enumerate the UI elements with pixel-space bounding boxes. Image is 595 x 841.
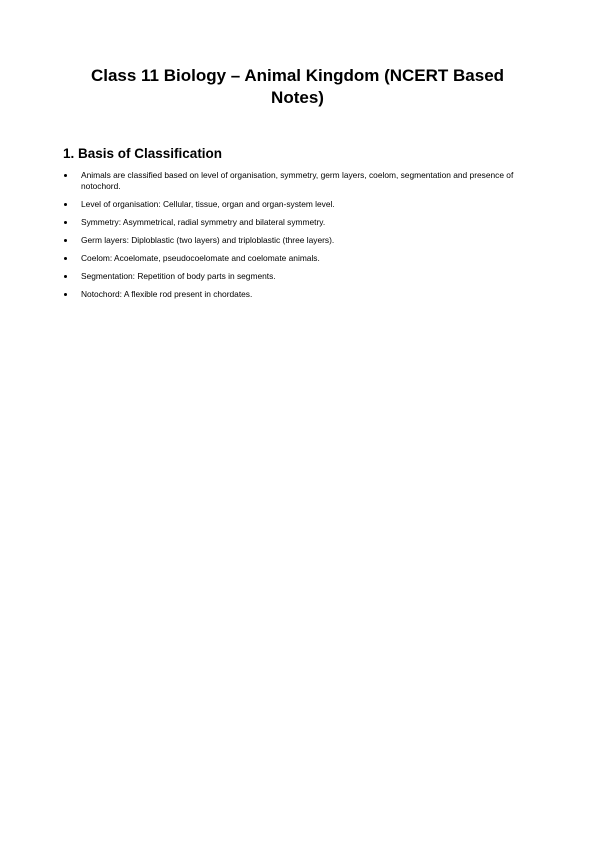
list-item xyxy=(0,217,526,228)
list-item xyxy=(0,271,526,282)
list-item xyxy=(0,289,526,300)
bullet-icon xyxy=(64,203,67,206)
bullet-list xyxy=(0,170,595,307)
list-item xyxy=(0,253,526,264)
list-item-text: Notochord: A flexible rod present in chordates. xyxy=(81,289,253,299)
bullet-icon xyxy=(64,257,67,260)
list-item-text: Level of organisation: Cellular, tissue, organ and organ-system level. xyxy=(81,199,335,209)
list-item-text: Germ layers: Diploblastic (two layers) and triploblastic (three layers). xyxy=(81,235,335,245)
bullet-icon xyxy=(64,293,67,296)
list-item-text: Segmentation: Repetition of body parts in segments. xyxy=(81,271,276,281)
section-heading: 1. Basis of Classification xyxy=(63,146,223,161)
list-item-text: Coelom: Acoelomate, pseudocoelomate and coelomate animals. xyxy=(81,253,320,263)
list-item xyxy=(0,235,526,246)
bullet-icon xyxy=(64,174,67,177)
list-item-text: Symmetry: Asymmetrical, radial symmetry and bilateral symmetry. xyxy=(81,217,326,227)
bullet-icon xyxy=(64,239,67,242)
list-item-text: Animals are classified based on level of organisation, symmetry, germ layers, coelom, segmentation and presence of notochord. xyxy=(81,170,514,191)
list-item xyxy=(0,199,526,210)
list-item xyxy=(0,170,526,192)
document-title: Class 11 Biology – Animal Kingdom (NCERT Based Notes) xyxy=(90,66,505,107)
bullet-icon xyxy=(64,221,67,224)
bullet-icon xyxy=(64,275,67,278)
